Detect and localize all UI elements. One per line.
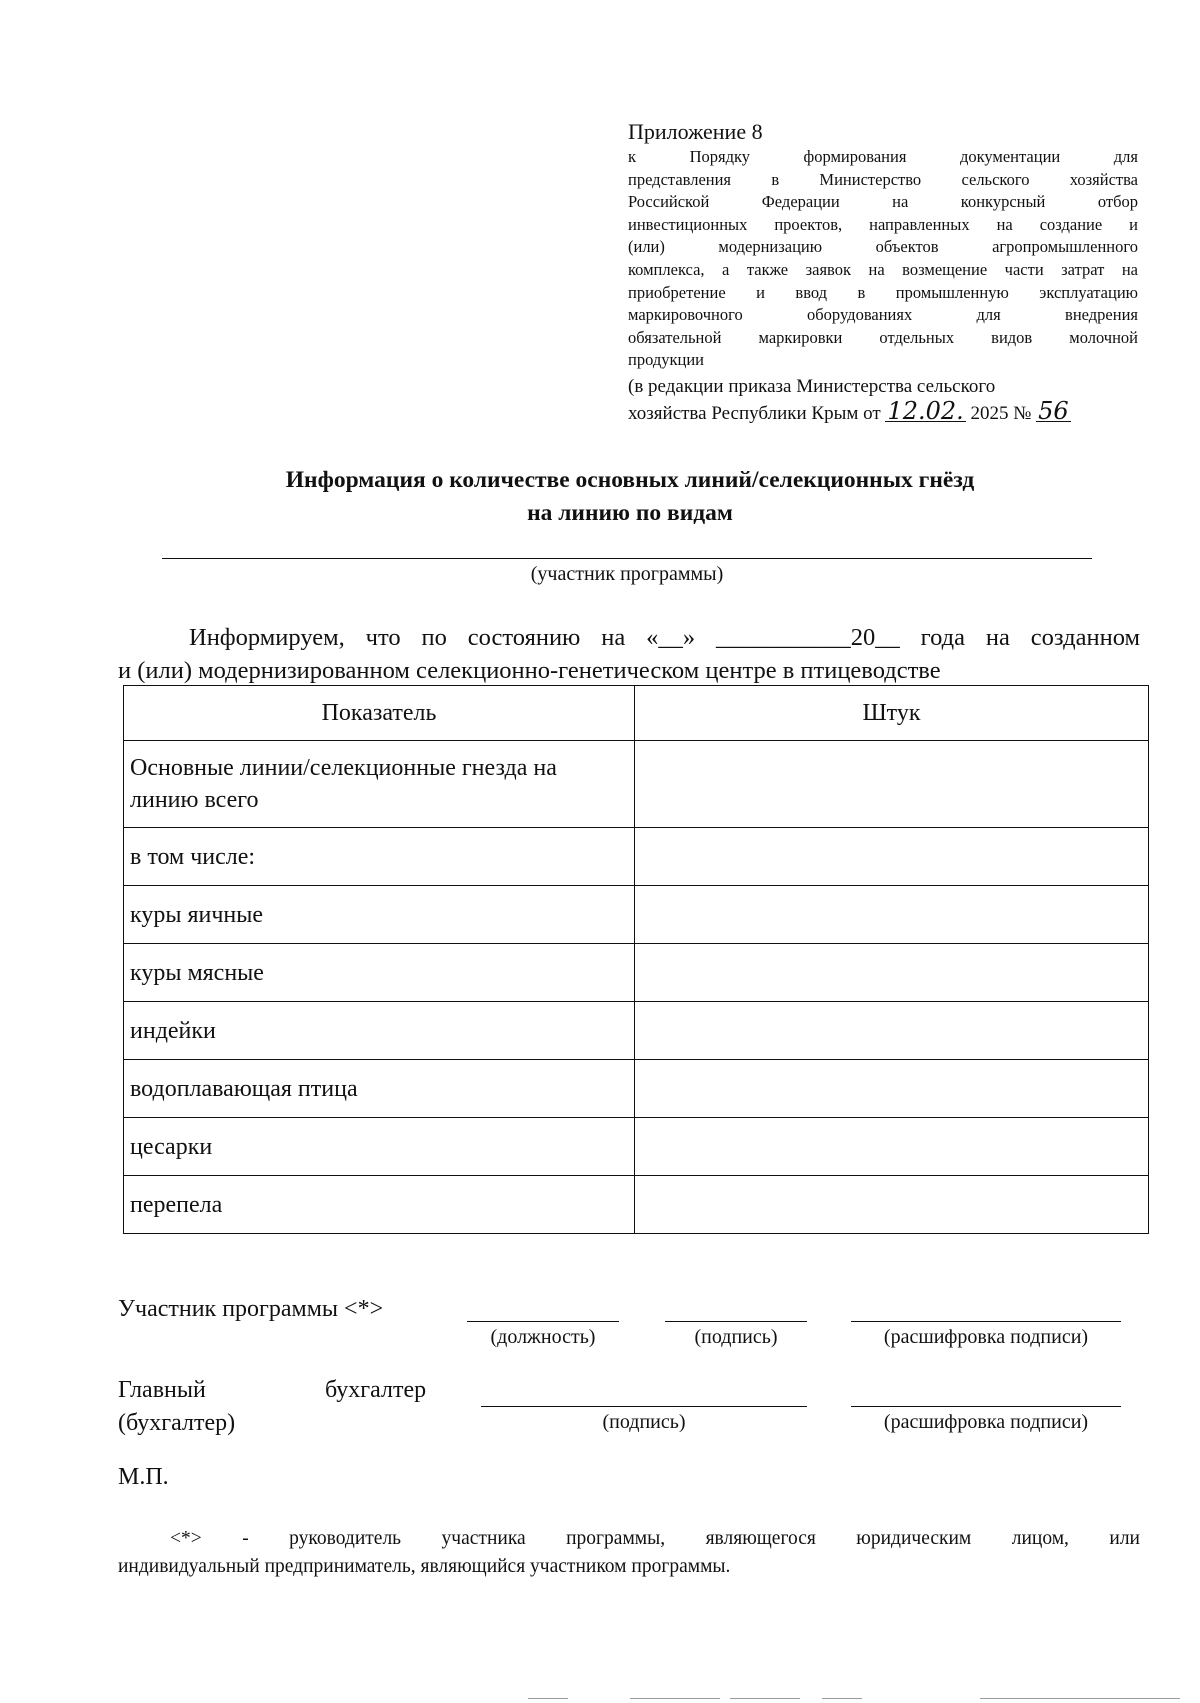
title-line-2: на линию по видам xyxy=(527,500,733,526)
table-row xyxy=(124,1002,1149,1060)
header-count: Штук xyxy=(635,686,1149,741)
row-value-cell[interactable] xyxy=(635,1176,1149,1234)
footnote-line-1: <*> - руководитель участника программы, являющегося юридическим лицом, или xyxy=(170,1528,1140,1549)
signature-caption: (подпись) xyxy=(694,1326,778,1348)
header-indicator: Показатель xyxy=(124,686,635,741)
participant-blank-line xyxy=(162,558,1092,559)
scan-artifact xyxy=(630,1698,720,1699)
row-value-cell[interactable] xyxy=(635,741,1149,828)
row-label: в том числе: xyxy=(124,828,635,886)
row-value-cell[interactable] xyxy=(635,1118,1149,1176)
accountant-decode-caption: (расшифровка подписи) xyxy=(883,1411,1089,1433)
appendix-line: приобретение и ввод в промышленную эксплуатацию xyxy=(628,282,1138,302)
row-label: перепела xyxy=(124,1176,635,1234)
edition-prefix: хозяйства Республики Крым от xyxy=(628,402,881,424)
indicator-table xyxy=(123,685,1149,1234)
appendix-line: инвестиционных проектов, направленных на создание и xyxy=(628,214,1138,234)
appendix-line: комплекса, а также заявок на возмещение части затрат на xyxy=(628,259,1138,279)
scan-artifact xyxy=(822,1698,862,1699)
document-title xyxy=(150,464,1110,530)
handwritten-date: 12.02. xyxy=(887,396,964,425)
edition-year: 2025 № xyxy=(970,402,1032,424)
stamp-placeholder: М.П. xyxy=(118,1464,169,1490)
participant-signature-label: Участник программы <*> xyxy=(118,1296,384,1322)
decode-caption: (расшифровка подписи) xyxy=(883,1326,1089,1348)
appendix-line: (или) модернизацию объектов агропромышленного xyxy=(628,237,1138,257)
appendix-line: представления в Министерство сельского хозяйства xyxy=(628,169,1138,189)
appendix-line: продукции xyxy=(628,350,705,370)
row-label: куры мясные xyxy=(124,944,635,1002)
row-value-cell[interactable] xyxy=(635,1060,1149,1118)
table-row xyxy=(124,886,1149,944)
table-row xyxy=(124,828,1149,886)
row-value-cell[interactable] xyxy=(635,1002,1149,1060)
scan-artifact xyxy=(528,1698,568,1699)
table-row xyxy=(124,741,1149,828)
appendix-line: маркировочного оборудованиях для внедрения xyxy=(628,305,1138,325)
title-line-1: Информация о количестве основных линий/селекционных гнёзд xyxy=(285,467,975,493)
signature-line[interactable] xyxy=(665,1321,807,1322)
row-value-cell[interactable] xyxy=(635,886,1149,944)
table-row xyxy=(124,1176,1149,1234)
row-value-cell[interactable] xyxy=(635,944,1149,1002)
accountant-label-line-2: (бухгалтер) xyxy=(118,1410,236,1436)
table-header-row xyxy=(124,686,1149,741)
edition-line-2 xyxy=(628,396,1138,426)
row-label: индейки xyxy=(124,1002,635,1060)
appendix-line: Российской Федерации на конкурсный отбор xyxy=(628,192,1138,212)
row-label: Основные линии/селекционные гнезда на линию всего xyxy=(124,741,635,828)
accountant-decode-line[interactable] xyxy=(851,1406,1121,1407)
accountant-label-word-2: бухгалтер xyxy=(325,1377,427,1403)
row-label: куры яичные xyxy=(124,886,635,944)
inform-paragraph xyxy=(118,621,1140,687)
table-row xyxy=(124,1060,1149,1118)
appendix-line: к Порядку формирования документации для xyxy=(628,147,1138,166)
inform-line-1: Информируем, что по состоянию на «__» ___________20__ года на созданном xyxy=(189,624,1140,651)
handwritten-number: 56 xyxy=(1038,396,1069,425)
appendix-header xyxy=(628,118,1138,426)
row-value-cell[interactable] xyxy=(635,828,1149,886)
accountant-signature-caption: (подпись) xyxy=(602,1411,686,1433)
table-row xyxy=(124,944,1149,1002)
footnote-line-2: индивидуальный предприниматель, являющийся участником программы. xyxy=(118,1556,731,1577)
table-row xyxy=(124,1118,1149,1176)
scan-artifact xyxy=(980,1698,1180,1699)
decode-line[interactable] xyxy=(851,1321,1121,1322)
accountant-signature-line[interactable] xyxy=(481,1406,807,1407)
row-label: водоплавающая птица xyxy=(124,1060,635,1118)
participant-caption: (участник программы) xyxy=(530,563,724,585)
appendix-title: Приложение 8 xyxy=(628,119,763,144)
accountant-label-word-1: Главный xyxy=(118,1377,206,1403)
scan-artifact xyxy=(730,1698,800,1699)
appendix-line: обязательной маркировки отдельных видов молочной xyxy=(628,327,1138,347)
footnote xyxy=(118,1525,1140,1581)
position-line[interactable] xyxy=(467,1321,619,1322)
row-label: цесарки xyxy=(124,1118,635,1176)
position-caption: (должность) xyxy=(490,1326,596,1348)
edition-line-1: (в редакции приказа Министерства сельского xyxy=(628,375,996,397)
inform-line-2: и (или) модернизированном селекционно-генетическом центре в птицеводстве xyxy=(118,657,941,684)
